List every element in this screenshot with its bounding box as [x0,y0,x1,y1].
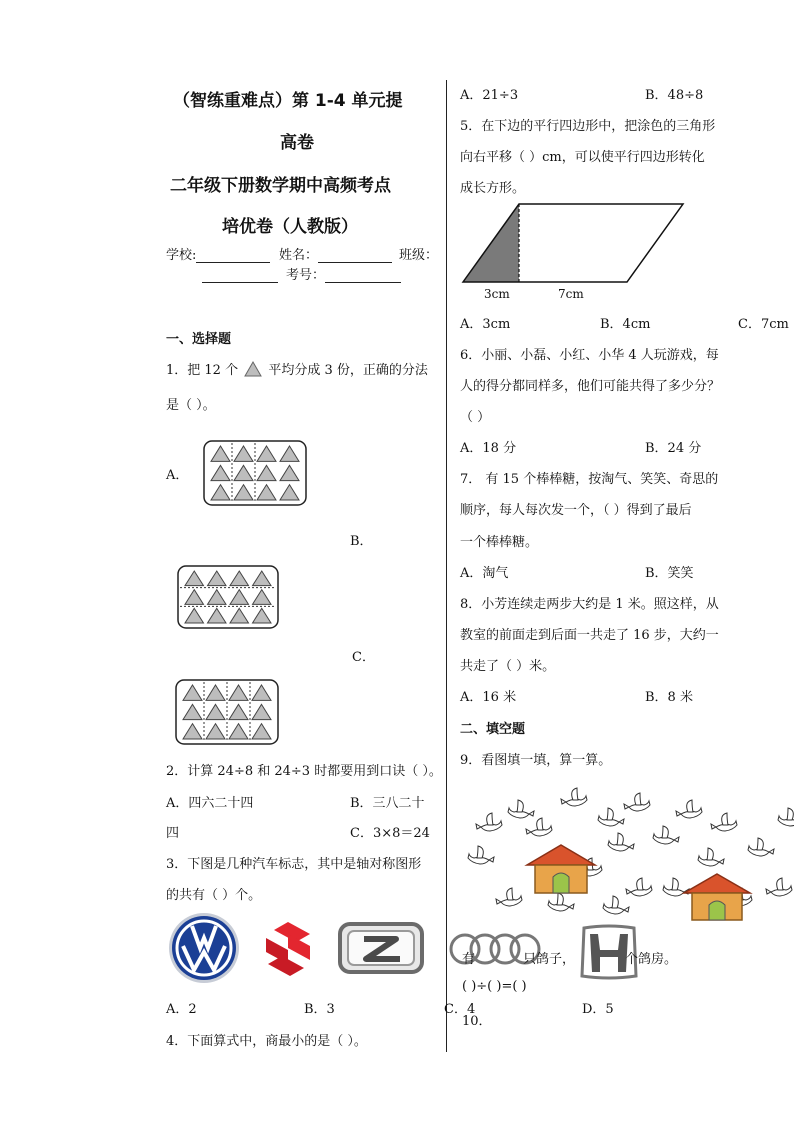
pigeon-icon [608,833,634,851]
pigeon-icon [698,848,724,866]
title-line-3: 二年级下册数学期中高频考点 [170,176,391,196]
q8-option-a[interactable]: A．16 米 [460,690,517,705]
q1-line2: 是（ ）。 [166,398,216,413]
name-field[interactable] [279,244,392,263]
q3-line2: 的共有（ ）个。 [166,888,262,903]
q8-option-b[interactable]: B．8 米 [645,690,693,705]
q1-option-b-label: B． [350,534,373,549]
pigeon-icon [711,813,737,831]
q1-option-c-label: C． [352,650,375,665]
pigeon-icon [468,846,494,864]
pigeon-icon [561,788,587,806]
title-line-2: 高卷 [280,133,314,153]
q1-option-b-figure[interactable] [177,565,279,629]
q4-option-b[interactable]: B．48÷8 [645,88,704,103]
q5-option-b[interactable]: B．4cm [600,317,651,332]
pigeon-icon [653,826,679,844]
q8-line3: 共走了（ ）米。 [460,659,556,674]
suzuki-logo-icon [258,920,320,978]
q1-text-b: 平均分成 3 份，正确的分法 [268,363,428,378]
q5-option-c[interactable]: C．7cm [738,317,789,332]
pigeon-house-icon [525,843,597,895]
class-label: 班级： [399,248,439,263]
q5-label-7cm: 7cm [558,287,584,301]
vw-logo-icon [168,912,240,984]
q7-line2: 顺序，每人每次发一个，（ ）得到了最后 [460,503,692,518]
q8-line2: 教室的前面走到后面一共走了 16 步，大约一 [460,628,719,643]
q1-line1 [166,359,428,378]
q3-option-a[interactable]: A．2 [166,1002,197,1017]
q5-line3: 成长方形。 [460,181,526,196]
q8-line1: 8．小芳连续走两步大约是 1 米。照这样，从 [460,597,719,612]
q9-fill-line1 [462,948,677,967]
q7-option-b[interactable]: B．笑笑 [645,566,694,581]
q2-option-b-cont: 四 [166,826,180,841]
class-field[interactable] [399,244,438,263]
q5-line2: 向右平移（ ）cm，可以使平行四边形转化 [460,150,705,165]
q9-fill-houses: 个鸽房。 [625,952,678,967]
q3-option-c[interactable]: C．4 [444,1002,476,1017]
school-label: 学校: [166,248,197,263]
pigeon-icon [496,888,522,906]
q7-option-a[interactable]: A．淘气 [460,566,509,581]
q2-line1: 2．计算 24÷8 和 24÷3 时都要用到口诀（ ）。 [166,764,442,779]
pigeon-icon [676,800,702,818]
q6-line3: （ ） [460,410,491,425]
title-line-1: （智练重难点）第 1-4 单元提 [173,91,403,111]
q3-line1: 3．下图是几种汽车标志，其中是轴对称图形 [166,857,422,872]
q6-option-b[interactable]: B．24 分 [645,441,702,456]
class-blank[interactable] [202,268,278,283]
q6-line2: 人的得分都同样多，他们可能共得了多少分？ [460,379,721,394]
class-blank-row[interactable] [202,264,401,283]
pigeon-icon [624,793,650,811]
name-label: 姓名： [279,248,319,263]
triangle-icon [244,361,262,377]
q3-option-d[interactable]: D．5 [582,1002,614,1017]
pigeon-icon [748,838,774,856]
pigeon-icon [778,808,794,826]
q9-fill-have: 有 [462,952,476,967]
title-line-4: 培优卷（人教版） [222,217,358,237]
q3-option-b[interactable]: B．3 [304,1002,335,1017]
exam-no-blank[interactable] [325,268,401,283]
exam-no-label: 考号： [286,268,326,283]
zotye-logo-icon [338,921,424,977]
q4-line1: 4．下面算式中，商最小的是（ ）。 [166,1034,367,1049]
q1-option-a-label: A． [166,468,189,483]
q7-line1: 7． 有 15 个棒棒糖，按淘气、笑笑、奇思的 [460,472,719,487]
q10-label: 10． [462,1014,492,1029]
q9-fill-line2[interactable]: ( )÷( )=( ) [462,979,527,994]
q1-option-a-figure[interactable] [203,440,307,506]
section-1-heading: 一、选择题 [166,332,232,347]
q6-line1: 6．小丽、小磊、小红、小华 4 人玩游戏，每 [460,348,719,363]
q1-text-a: 1．把 12 个 [166,363,239,378]
pigeon-house-icon [682,872,752,922]
q2-option-c[interactable]: C．3×8＝24 [350,826,430,841]
q1-option-c-figure[interactable] [175,679,279,745]
pigeon-icon [766,878,792,896]
pigeon-icon [603,896,629,914]
section-2-heading: 二、填空题 [460,722,526,737]
school-field[interactable] [166,244,270,263]
name-blank[interactable] [318,248,392,263]
parallelogram-figure [462,203,686,285]
q4-option-a[interactable]: A．21÷3 [460,88,519,103]
q7-line3: 一个棒棒糖。 [460,535,539,550]
q9-fill-pigeons: 只鸽子， [523,952,576,967]
q5-option-a[interactable]: A．3cm [460,317,511,332]
q5-label-3cm: 3cm [484,287,510,301]
school-blank[interactable] [196,248,270,263]
pigeon-icon [598,808,624,826]
pigeon-icon [476,813,502,831]
q2-option-a[interactable]: A．四六二十四 [166,796,254,811]
pigeon-icon [526,818,552,836]
pigeon-icon [508,800,534,818]
q6-option-a[interactable]: A．18 分 [460,441,517,456]
q5-line1: 5．在下边的平行四边形中，把涂色的三角形 [460,119,716,134]
q2-option-b[interactable]: B．三八二十 [350,796,425,811]
q9-line1: 9．看图填一填，算一算。 [460,753,612,768]
pigeon-icon [548,893,574,911]
pigeon-icon [626,878,652,896]
column-divider [446,80,447,1052]
